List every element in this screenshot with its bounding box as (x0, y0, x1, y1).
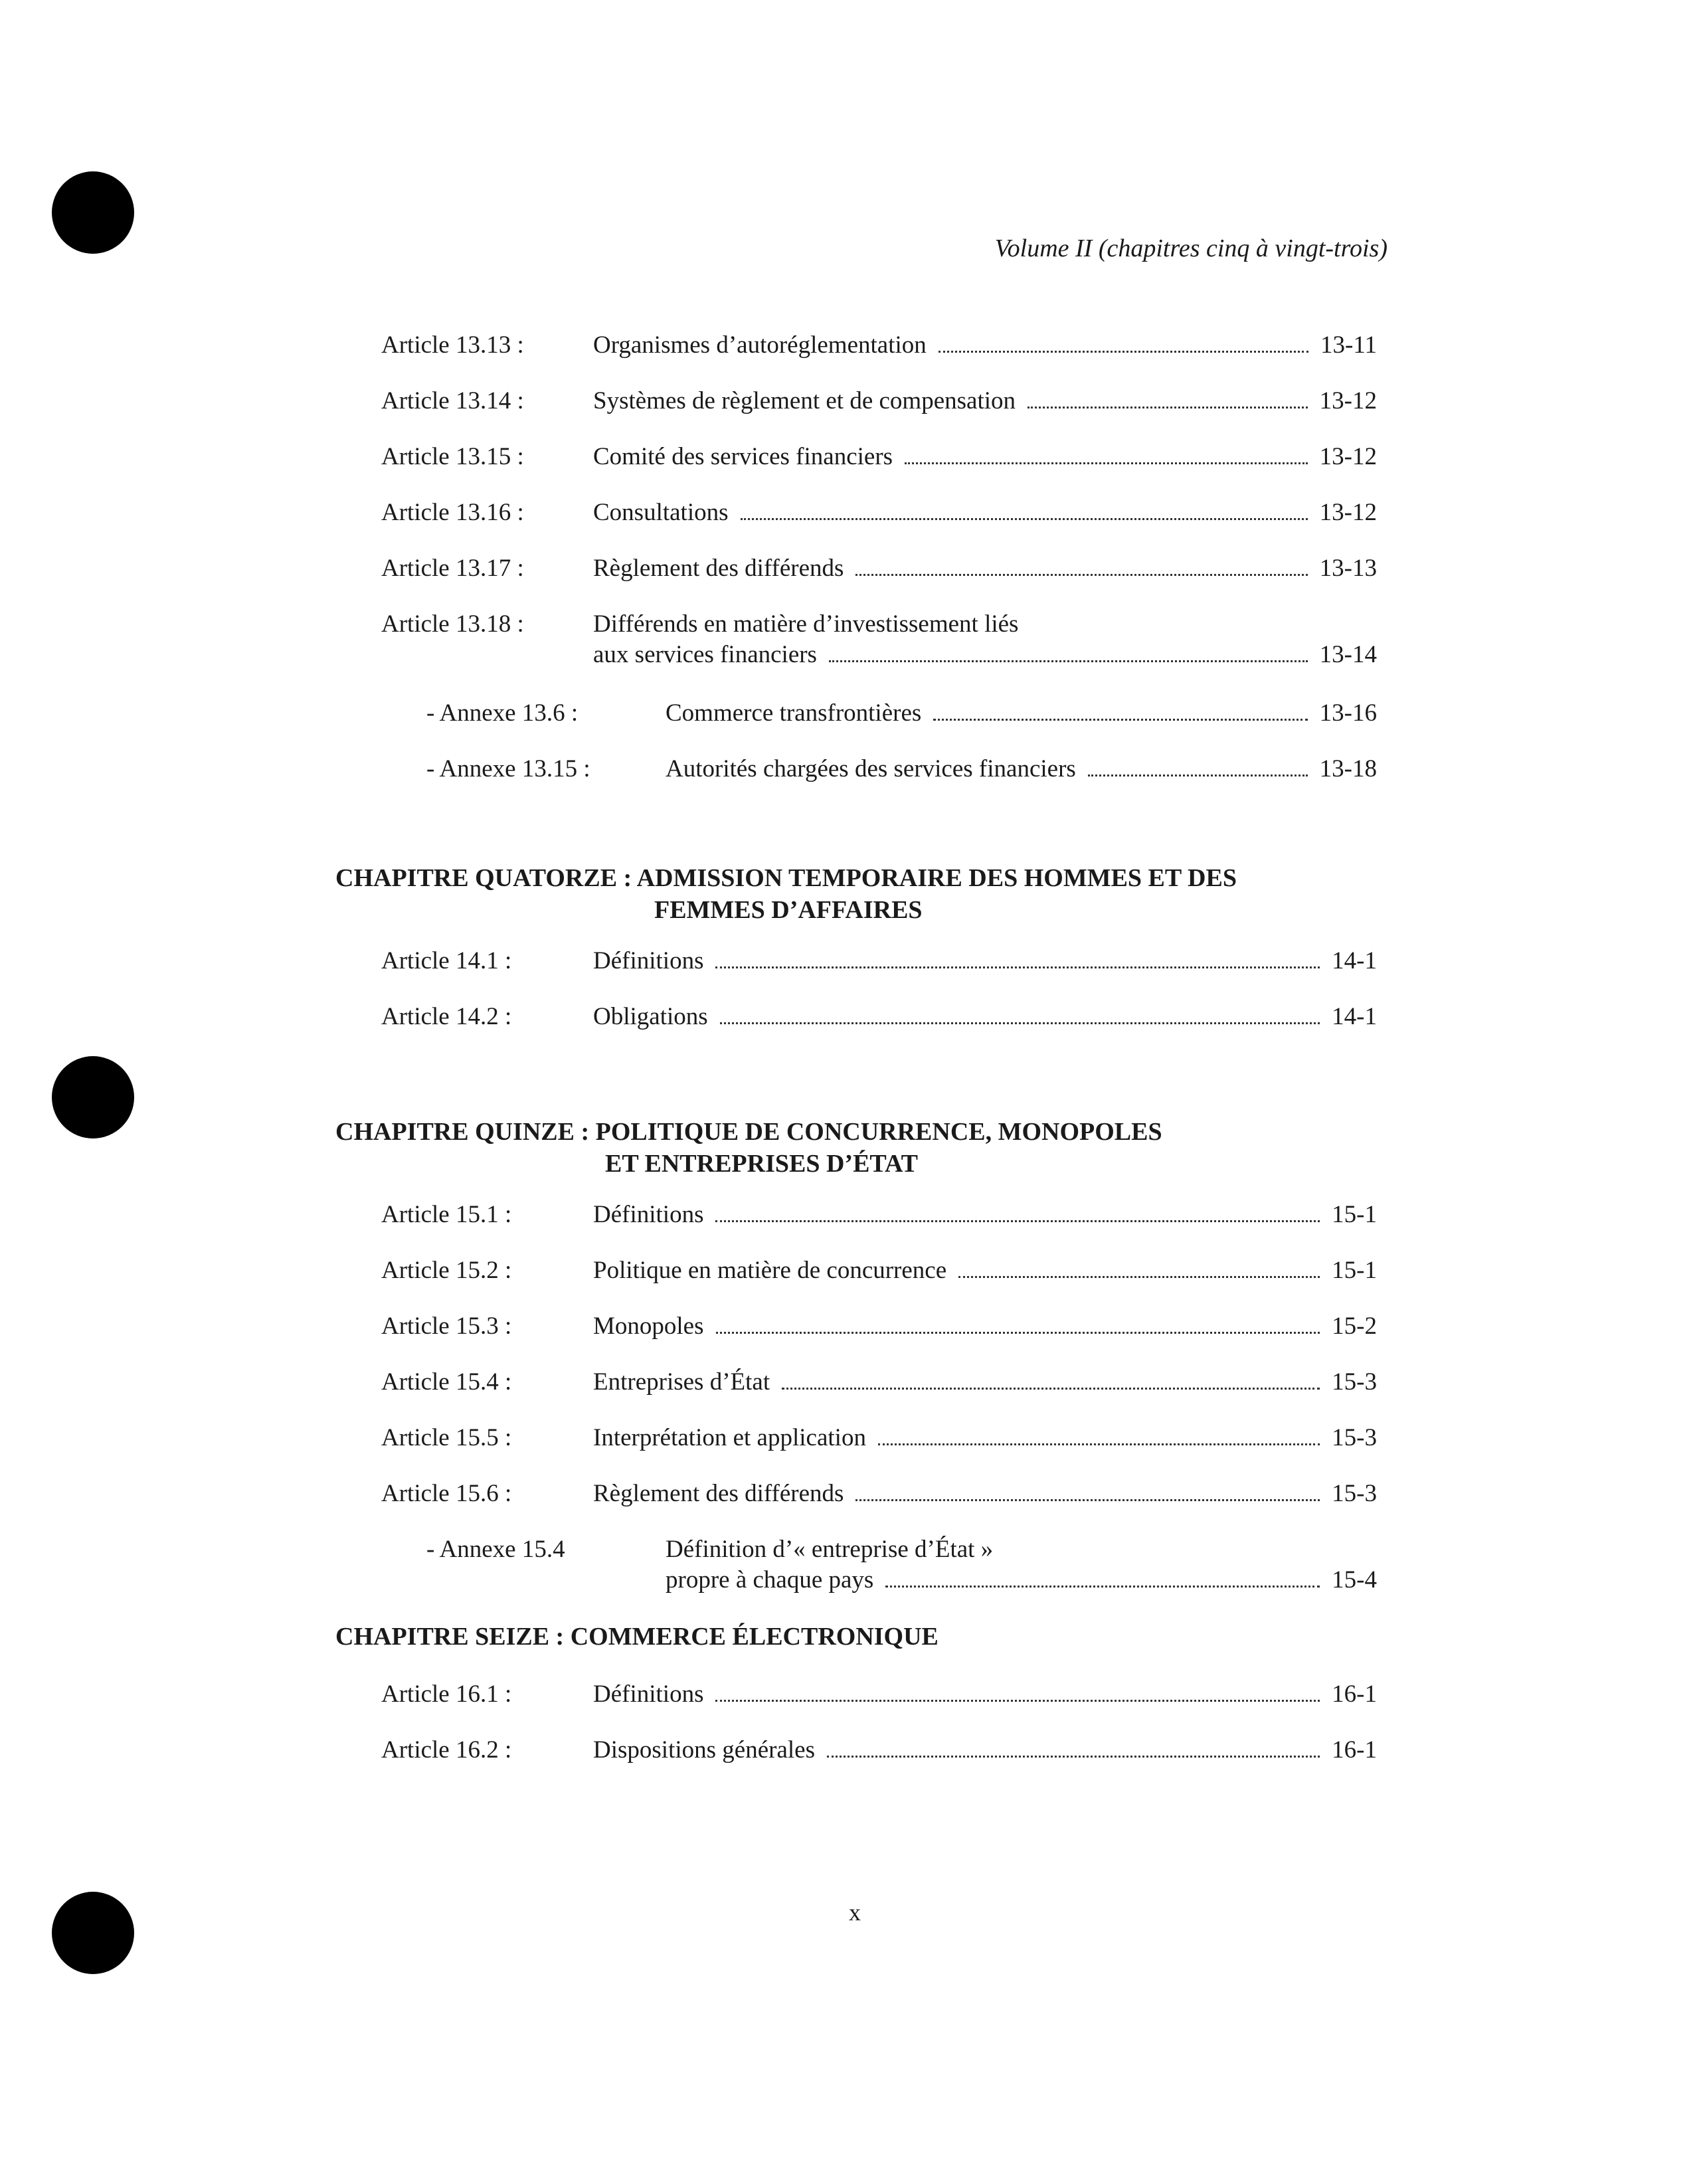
article-label: Article 13.18 : (381, 610, 524, 638)
article-label: Article 15.6 : (381, 1480, 512, 1507)
page-ref: 13-16 (1319, 699, 1377, 727)
chapter-heading (335, 862, 1237, 926)
article-label: Article 13.14 : (381, 387, 524, 414)
chapter-heading-line1: CHAPITRE QUATORZE : ADMISSION TEMPORAIRE DES HOMMES ET DES (335, 864, 1237, 892)
entry-title: Commerce transfrontières (666, 699, 922, 727)
leader-dots (715, 1700, 1320, 1702)
entry-title: Obligations (593, 1003, 708, 1030)
leader-dots (827, 1756, 1320, 1758)
entry-title: Dispositions générales (593, 1736, 815, 1764)
leader-dots (855, 1499, 1320, 1501)
article-label: Article 15.2 : (381, 1257, 512, 1284)
leader-dots (715, 1220, 1320, 1222)
entry-title-line1: Définition d’« entreprise d’État » (666, 1536, 994, 1563)
page-ref: 15-1 (1332, 1201, 1377, 1228)
page-ref: 13-12 (1319, 387, 1377, 414)
binder-hole-middle (52, 1056, 134, 1138)
page-ref: 15-4 (1332, 1566, 1377, 1593)
leader-dots (933, 719, 1307, 721)
leader-dots (878, 1443, 1320, 1445)
article-label: Article 16.2 : (381, 1736, 512, 1764)
page-ref: 13-18 (1319, 755, 1377, 782)
article-label: Article 13.15 : (381, 443, 524, 470)
article-label: Article 15.3 : (381, 1313, 512, 1340)
leader-dots (829, 660, 1308, 662)
chapter-heading-line1: CHAPITRE QUINZE : POLITIQUE DE CONCURRENCE, MONOPOLES (335, 1118, 1162, 1146)
entry-title: Comité des services financiers (593, 443, 893, 470)
article-label: Article 13.17 : (381, 555, 524, 582)
leader-dots (885, 1586, 1320, 1588)
leader-dots (782, 1388, 1320, 1390)
page-ref: 15-3 (1332, 1368, 1377, 1396)
article-label: Article 13.16 : (381, 499, 524, 526)
page-ref: 14-1 (1332, 1003, 1377, 1030)
page-ref: 16-1 (1332, 1681, 1377, 1708)
page-ref: 14-1 (1332, 947, 1377, 974)
article-label: Article 14.2 : (381, 1003, 512, 1030)
leader-dots (1028, 407, 1308, 409)
entry-title: Systèmes de règlement et de compensation (593, 387, 1016, 414)
page-ref: 16-1 (1332, 1736, 1377, 1764)
annex-label: - Annexe 13.6 : (426, 699, 579, 727)
article-label: Article 15.4 : (381, 1368, 512, 1396)
page-ref: 15-3 (1332, 1424, 1377, 1451)
article-label: Article 13.13 : (381, 331, 524, 359)
article-label: Article 15.5 : (381, 1424, 512, 1451)
page-ref: 13-12 (1319, 443, 1377, 470)
page-ref: 13-14 (1319, 641, 1377, 668)
article-label: Article 16.1 : (381, 1681, 512, 1708)
entry-title: Organismes d’autoréglementation (593, 331, 927, 359)
page-ref: 15-3 (1332, 1480, 1377, 1507)
leader-dots (715, 966, 1320, 968)
entry-title-line1: Différends en matière d’investissement liés (593, 610, 1019, 638)
chapter-heading-line2: FEMMES D’AFFAIRES (654, 896, 923, 924)
entry-title: Règlement des différends (593, 555, 844, 582)
annex-label: - Annexe 15.4 (426, 1536, 565, 1563)
page-ref: 13-11 (1320, 331, 1377, 359)
chapter-heading (335, 1116, 1162, 1180)
article-label: Article 14.1 : (381, 947, 512, 974)
binder-hole-top (52, 171, 134, 254)
entry-title-line2: aux services financiers (593, 641, 817, 668)
running-header: Volume II (chapitres cinq à vingt-trois) (994, 234, 1388, 262)
entry-title: Autorités chargées des services financiers (666, 755, 1076, 782)
page-ref: 13-12 (1319, 499, 1377, 526)
page-ref: 15-2 (1332, 1313, 1377, 1340)
chapter-heading (335, 1621, 939, 1653)
annex-label: - Annexe 13.15 : (426, 755, 590, 782)
entry-title: Définitions (593, 947, 704, 974)
page-ref: 15-1 (1332, 1257, 1377, 1284)
leader-dots (720, 1022, 1320, 1024)
leader-dots (716, 1332, 1320, 1334)
leader-dots (958, 1276, 1320, 1278)
chapter-heading-line2: ET ENTREPRISES D’ÉTAT (605, 1150, 918, 1178)
page-number: x (849, 1899, 861, 1926)
leader-dots (905, 462, 1308, 464)
entry-title: Entreprises d’État (593, 1368, 770, 1396)
entry-title: Interprétation et application (593, 1424, 866, 1451)
article-label: Article 15.1 : (381, 1201, 512, 1228)
page-ref: 13-13 (1319, 555, 1377, 582)
chapter-heading-line1: CHAPITRE SEIZE : COMMERCE ÉLECTRONIQUE (335, 1623, 939, 1651)
entry-title: Monopoles (593, 1313, 704, 1340)
entry-title-line2: propre à chaque pays (666, 1566, 874, 1593)
entry-title: Règlement des différends (593, 1480, 844, 1507)
leader-dots (855, 574, 1307, 576)
entry-title: Politique en matière de concurrence (593, 1257, 947, 1284)
entry-title: Définitions (593, 1681, 704, 1708)
binder-hole-bottom (52, 1892, 134, 1974)
leader-dots (1088, 774, 1308, 776)
entry-title: Définitions (593, 1201, 704, 1228)
leader-dots (939, 351, 1308, 353)
leader-dots (741, 518, 1308, 520)
entry-title: Consultations (593, 499, 729, 526)
